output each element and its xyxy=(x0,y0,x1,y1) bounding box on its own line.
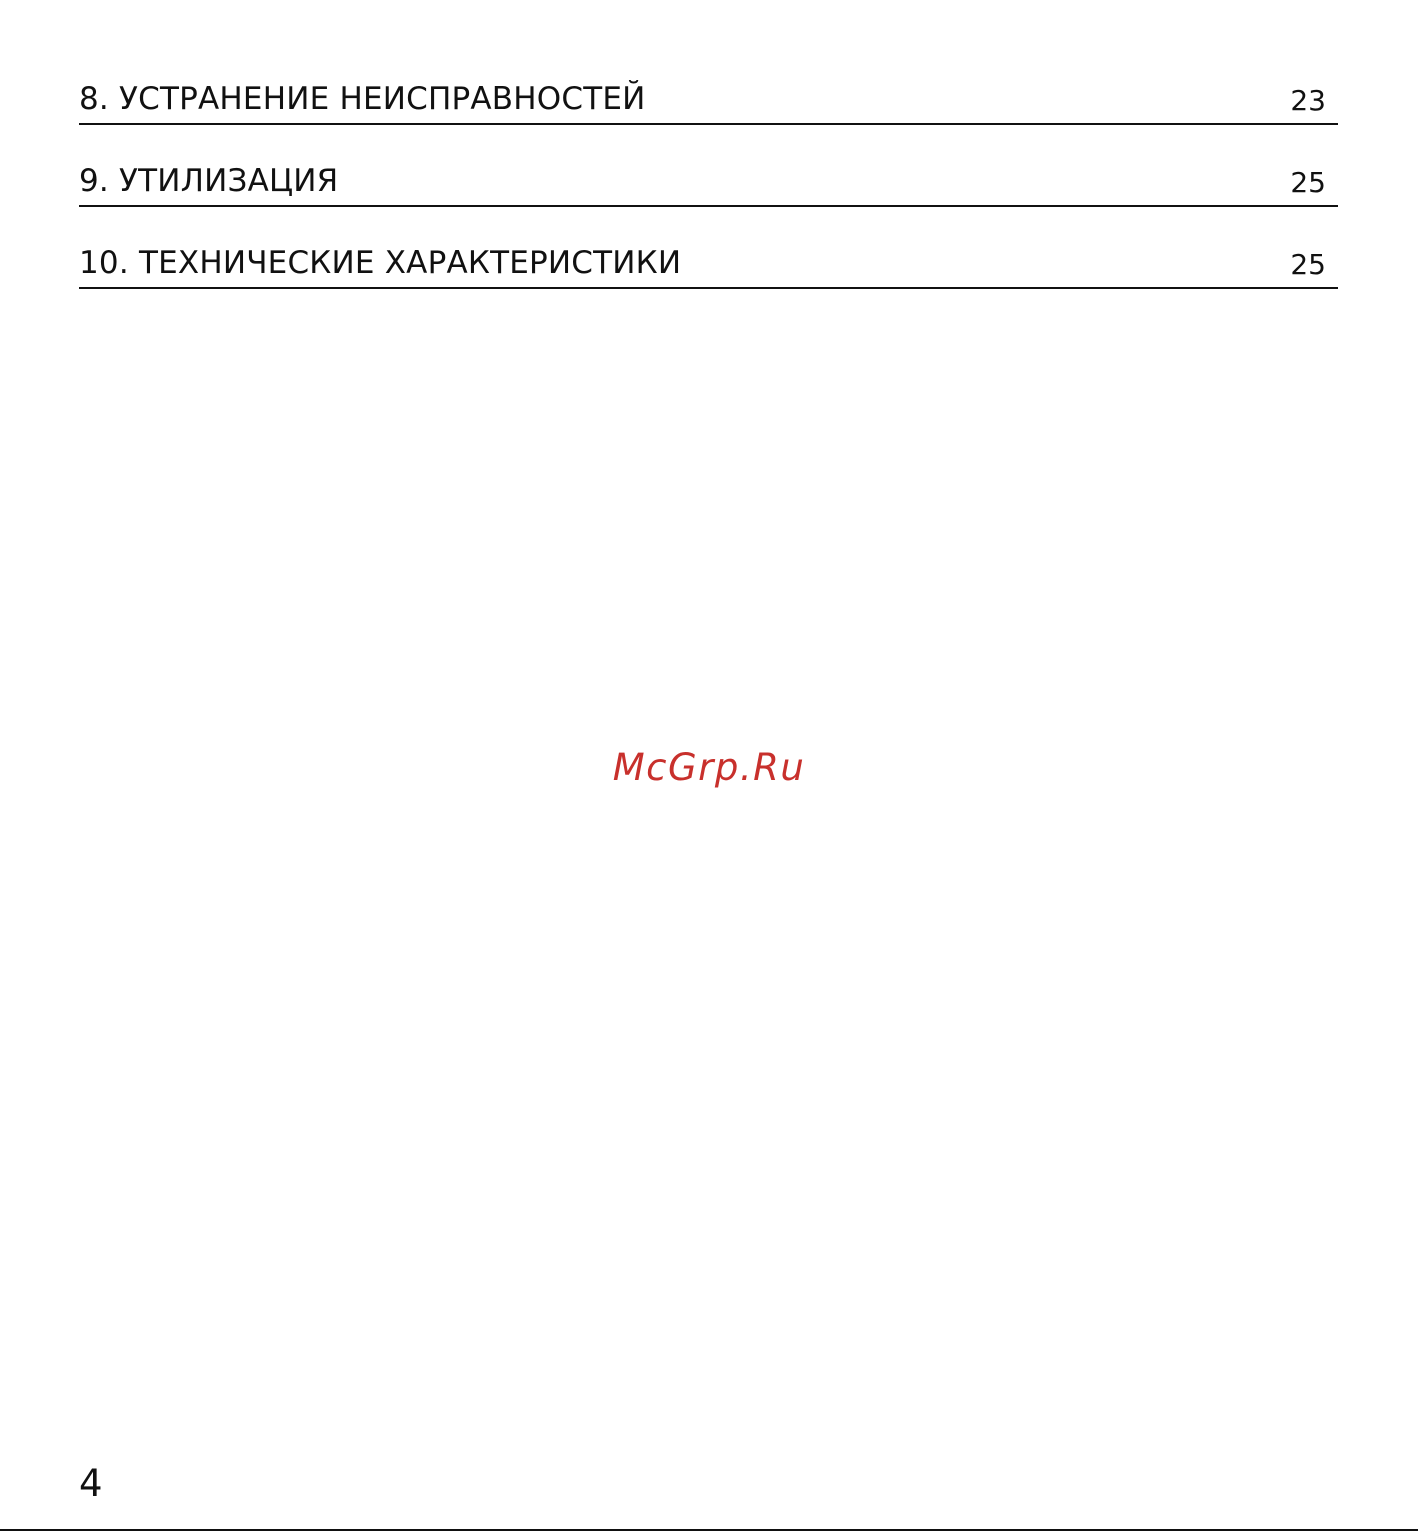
toc-entry-page: 23 xyxy=(1290,84,1326,117)
toc-entry-title: 9. УТИЛИЗАЦИЯ xyxy=(79,163,339,199)
toc-entry[interactable] xyxy=(79,236,1338,289)
toc-entry-title: 8. УСТРАНЕНИЕ НЕИСПРАВНОСТЕЙ xyxy=(79,81,646,117)
watermark: McGrp.Ru xyxy=(612,746,806,789)
toc-entry[interactable] xyxy=(79,154,1338,207)
page-number: 4 xyxy=(79,1462,103,1505)
toc-entry-page: 25 xyxy=(1290,248,1326,281)
toc-entry-title: 10. ТЕХНИЧЕСКИЕ ХАРАКТЕРИСТИКИ xyxy=(79,245,682,281)
toc-entry-page: 25 xyxy=(1290,166,1326,199)
toc-entry[interactable] xyxy=(79,72,1338,125)
bottom-divider xyxy=(0,1529,1418,1531)
table-of-contents xyxy=(79,72,1338,318)
